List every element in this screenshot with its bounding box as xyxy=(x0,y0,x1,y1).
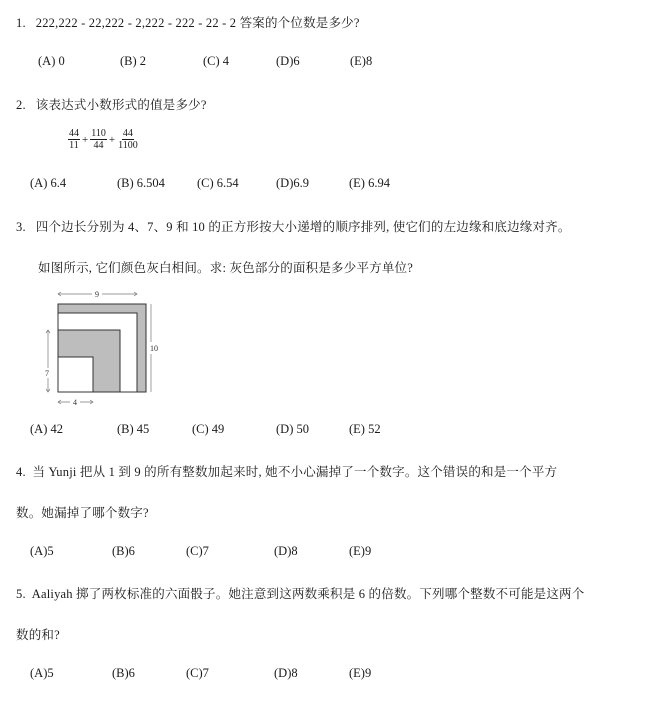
option-b[interactable]: (B)6 xyxy=(112,544,135,558)
option-c[interactable]: (C)7 xyxy=(186,544,209,558)
question-5 xyxy=(16,584,584,602)
option-b[interactable]: (B)6 xyxy=(112,666,135,680)
option-e[interactable]: (E)8 xyxy=(350,54,373,68)
option-d[interactable]: (D)6.9 xyxy=(276,176,309,190)
option-c[interactable]: (C)7 xyxy=(186,666,209,680)
question-text-line-2: 数的和? xyxy=(16,628,60,642)
question-2 xyxy=(16,95,207,113)
question-number: 2. xyxy=(16,98,26,112)
question-text: 该表达式小数形式的值是多少? xyxy=(35,98,207,112)
numerator: 44 xyxy=(69,128,79,139)
question-text-line-1: Aaliyah 掷了两枚标准的六面骰子。她注意到这两数乘积是 6 的倍数。下列哪个整数不可能是这两个 xyxy=(31,587,585,601)
option-c[interactable]: (C) 49 xyxy=(192,422,225,436)
question-number: 1. xyxy=(16,16,26,30)
math-expression xyxy=(68,128,139,151)
question-text-line-2: 数。她漏掉了哪个数字? xyxy=(16,506,149,520)
fraction-1 xyxy=(68,128,80,151)
option-d[interactable]: (D)6 xyxy=(276,54,300,68)
denominator: 1100 xyxy=(118,140,138,151)
label-10: 10 xyxy=(150,344,158,353)
denominator: 44 xyxy=(93,140,104,151)
squares-figure xyxy=(38,286,168,410)
question-number: 3. xyxy=(16,220,26,234)
question-3 xyxy=(16,217,571,235)
option-e[interactable]: (E)9 xyxy=(349,544,372,558)
question-text: 222,222 - 22,222 - 2,222 - 222 - 22 - 2 答案的个位数是多少? xyxy=(35,16,360,30)
option-a[interactable]: (A) 42 xyxy=(30,422,63,436)
option-c[interactable]: (C) 4 xyxy=(203,54,230,68)
option-e[interactable]: (E) 52 xyxy=(349,422,381,436)
option-c[interactable]: (C) 6.54 xyxy=(197,176,239,190)
question-text-line-2: 如图所示, 它们颜色灰白相间。求: 灰色部分的面积是多少平方单位? xyxy=(38,261,413,275)
label-4: 4 xyxy=(73,398,77,407)
option-e[interactable]: (E) 6.94 xyxy=(349,176,390,190)
option-a[interactable]: (A)5 xyxy=(30,544,54,558)
numerator: 44 xyxy=(122,128,133,139)
question-4 xyxy=(16,462,557,480)
question-number: 4. xyxy=(16,465,26,479)
square-4 xyxy=(58,357,93,392)
question-number: 5. xyxy=(16,587,26,601)
option-e[interactable]: (E)9 xyxy=(349,666,372,680)
option-b[interactable]: (B) 6.504 xyxy=(117,176,165,190)
option-a[interactable]: (A)5 xyxy=(30,666,54,680)
denominator: 11 xyxy=(69,140,79,151)
label-9: 9 xyxy=(95,290,99,299)
plus-sign: + xyxy=(108,133,116,146)
question-text-line-1: 当 Yunji 把从 1 到 9 的所有整数加起来时, 她不小心漏掉了一个数字。这个错误的和是一个平方 xyxy=(32,465,558,479)
option-a[interactable]: (A) 6.4 xyxy=(30,176,67,190)
numerator: 110 xyxy=(91,128,106,139)
label-7: 7 xyxy=(45,369,49,378)
option-b[interactable]: (B) 45 xyxy=(117,422,150,436)
option-d[interactable]: (D) 50 xyxy=(276,422,309,436)
question-text-line-1: 四个边长分别为 4、7、9 和 10 的正方形按大小递增的顺序排列, 使它们的左边缘和底边缘对齐。 xyxy=(35,220,571,234)
fraction-3 xyxy=(117,128,139,151)
option-d[interactable]: (D)8 xyxy=(274,666,298,680)
option-b[interactable]: (B) 2 xyxy=(120,54,147,68)
option-a[interactable]: (A) 0 xyxy=(38,54,65,68)
fraction-2 xyxy=(90,128,107,151)
question-1 xyxy=(16,13,360,31)
plus-sign: + xyxy=(82,133,89,146)
option-d[interactable]: (D)8 xyxy=(274,544,298,558)
